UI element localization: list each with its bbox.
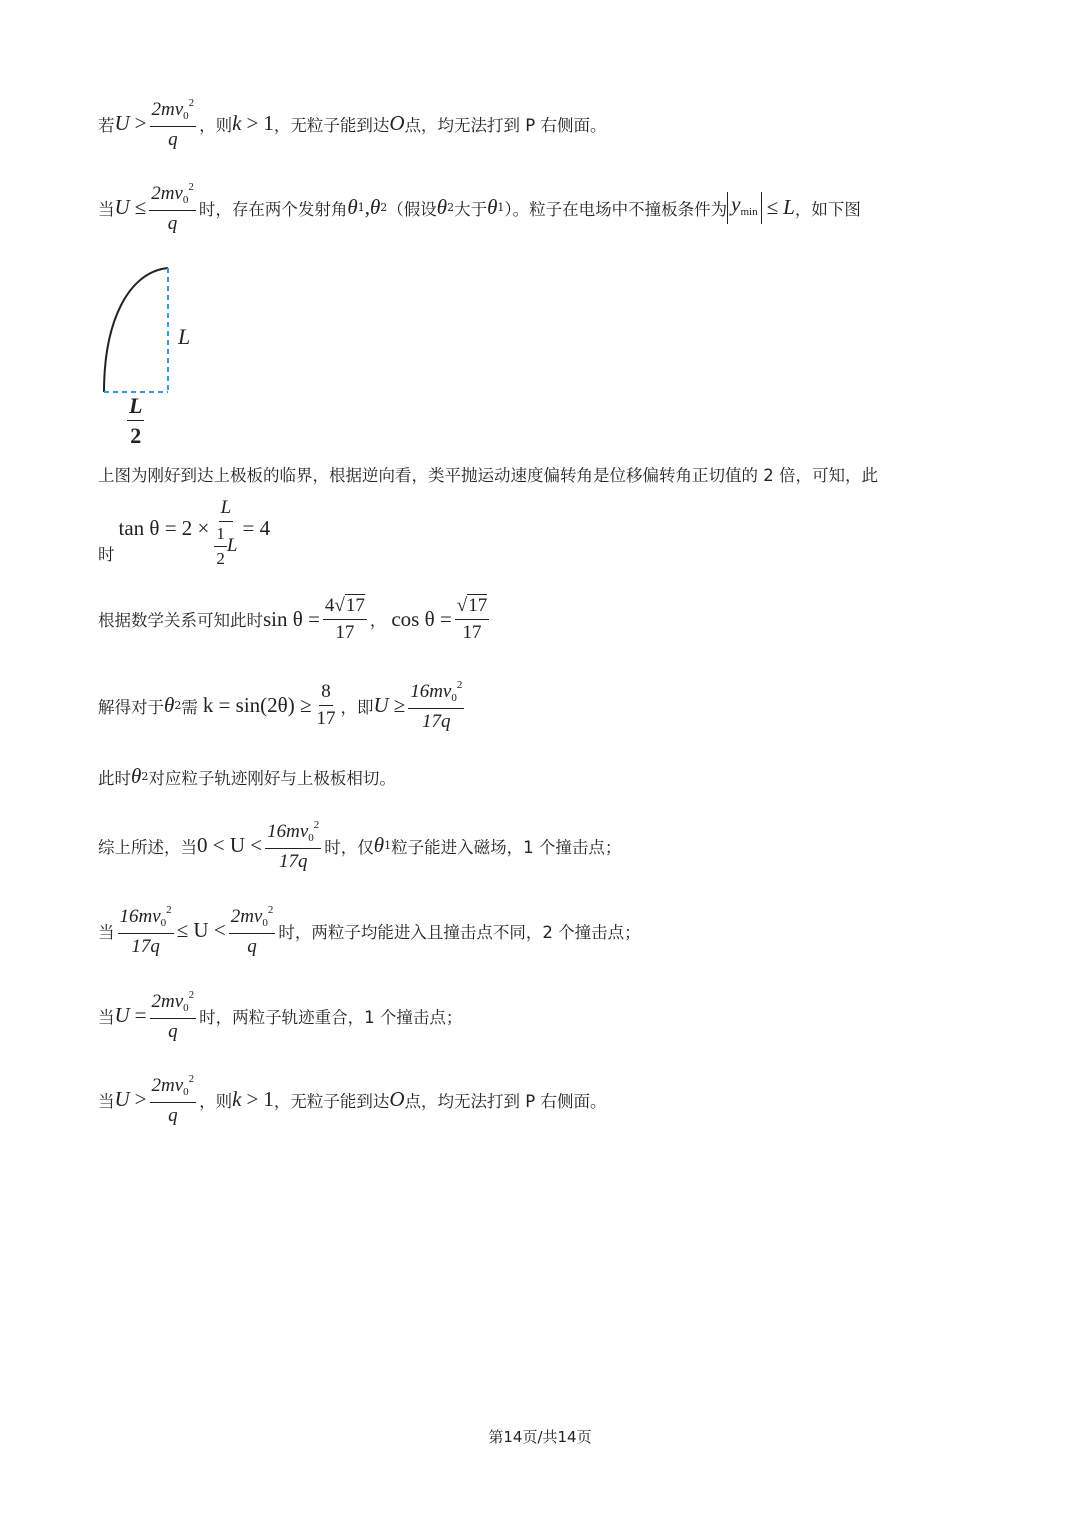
text: ，则 <box>199 115 233 135</box>
math-var: θ <box>347 195 358 220</box>
fraction: $\frac{2mv_0^2}{q}$ <box>151 1073 195 1126</box>
math-var: U <box>114 111 130 136</box>
fraction: $\frac{2mv_0^2}{q}$ <box>151 181 194 234</box>
line-9 <box>98 905 641 956</box>
text: 对应粒子轨迹刚好与上极板相切。 <box>148 768 396 788</box>
math-expr: cos θ = <box>391 606 452 631</box>
abs-ymin: $y_{min}$ <box>727 192 761 224</box>
text: 当 <box>98 1091 115 1111</box>
math-expr: tan θ = 2 × <box>118 516 210 541</box>
fraction: $\frac{2mv_0^2}{q}$ <box>151 989 195 1042</box>
fraction: $\frac{16mv_0^2}{17q}$ <box>119 904 172 957</box>
math-op: ≤ <box>134 195 147 220</box>
text: 大于 <box>454 199 488 219</box>
math-op: > <box>134 111 147 136</box>
line-11: 当 U > $\frac{2mv_0^2}{q}$ ，则 k > 1 ，无粒子能到达 O 点，均无法打到 P 右侧面。 <box>98 1073 607 1126</box>
math-op: > <box>246 111 259 136</box>
text: 综上所述，当 <box>98 837 197 857</box>
line-1 <box>98 98 606 149</box>
math-var: θ <box>369 195 381 220</box>
math-expr: 0 < U < <box>197 833 263 858</box>
fraction: $\frac{√17}{17}$ <box>456 595 488 643</box>
text: 点，均无法打到 P 右侧面。 <box>404 115 607 135</box>
fraction: $\frac{2mv_0^2}{q}$ <box>230 904 274 957</box>
text: （假设 <box>387 199 437 219</box>
text: ）。粒子在电场中不撞板条件为 <box>504 199 728 219</box>
line-8: 综上所述，当 0 < U < $\frac{16mv_0^2}{17q}$ 时，仅 θ 1 粒子能进入磁场，1 个撞击点； <box>98 819 622 872</box>
text: 点，均无法打到 P 右侧面。 <box>404 1091 607 1111</box>
fraction: L $\frac{1}{2}$ L <box>216 497 238 568</box>
label-vertical: L <box>178 324 191 349</box>
page-footer: 第14页/共14页 <box>488 1428 592 1446</box>
line-6: 解得对于 θ 2 需 k = sin(2θ) ≥ $\frac{8}{17}$ ，即 U ≥ $\frac{16mv_0^2}{17q}$ <box>98 679 463 732</box>
math-expr: sin θ = <box>263 606 320 631</box>
trajectory-diagram <box>98 262 228 449</box>
text: ，则 <box>199 1091 233 1111</box>
math-expr: ≤ U < <box>176 918 226 943</box>
fraction: $\frac{16mv_0^2}{17q}$ <box>410 679 463 732</box>
text: 时，存在两个发射角 <box>198 199 348 219</box>
text: ，即 <box>340 697 374 717</box>
math-var: U <box>114 195 130 220</box>
fraction: $\frac{8}{17}$ <box>316 681 336 730</box>
text: 根据数学关系可知此时 <box>98 611 263 631</box>
text: 粒子能进入磁场，1 个撞击点； <box>391 837 622 857</box>
label-horizontal: $\frac{L}{2}$ <box>129 393 143 449</box>
parabola-curve <box>104 268 168 392</box>
text: 需 <box>181 697 198 717</box>
text: 时，两粒子均能进入且撞击点不同，2 个撞击点； <box>278 922 641 942</box>
math-var: O <box>389 111 405 136</box>
math-expr: k = sin(2θ) ≥ <box>202 693 312 718</box>
math-num: 1 <box>263 111 274 136</box>
text: 上图为刚好到达上极板的临界，根据逆向看，类平抛运动速度偏转角是位移偏转角正切值的 2 倍，可知，此 <box>98 466 878 485</box>
fraction: $\frac{4√17}{17}$ <box>324 595 365 643</box>
text: ，无粒子能到达 <box>273 1091 390 1111</box>
text: 时 <box>98 544 115 564</box>
text: ，如下图 <box>794 199 861 219</box>
text: ，无粒子能到达 <box>273 115 390 135</box>
text: 若 <box>98 115 115 135</box>
text: 此时 <box>98 768 131 788</box>
math-var: k <box>232 111 242 136</box>
line-3 <box>98 462 878 486</box>
line-10: 当 U = $\frac{2mv_0^2}{q}$ 时，两粒子轨迹重合，1 个撞击点； <box>98 989 463 1042</box>
line-2: 当 U ≤ $\frac{2mv_0^2}{q}$ 时，存在两个发射角 θ 1 , θ 2 （假设 θ 2 大于 θ 1 ）。粒子在电场中不撞板条件为 $y_{min}$ ≤ L ，如下图 <box>98 181 861 234</box>
line-5 <box>98 596 492 643</box>
text: 时，仅 <box>324 837 374 857</box>
text: 当 <box>98 922 115 942</box>
text: 解得对于 <box>98 697 164 717</box>
text: 时，两粒子轨迹重合，1 个撞击点； <box>199 1007 463 1027</box>
text: ， <box>369 611 387 631</box>
text: 当 <box>98 1007 115 1027</box>
text: 当 <box>98 199 115 219</box>
line-7: 此时 θ 2 对应粒子轨迹刚好与上极板相切。 <box>98 764 396 788</box>
line-4 <box>98 498 270 578</box>
math-expr: = 4 <box>242 516 271 541</box>
fraction: $\frac{2mv_0^2}{q}$ <box>151 97 195 150</box>
fraction: $\frac{16mv_0^2}{17q}$ <box>267 819 320 872</box>
